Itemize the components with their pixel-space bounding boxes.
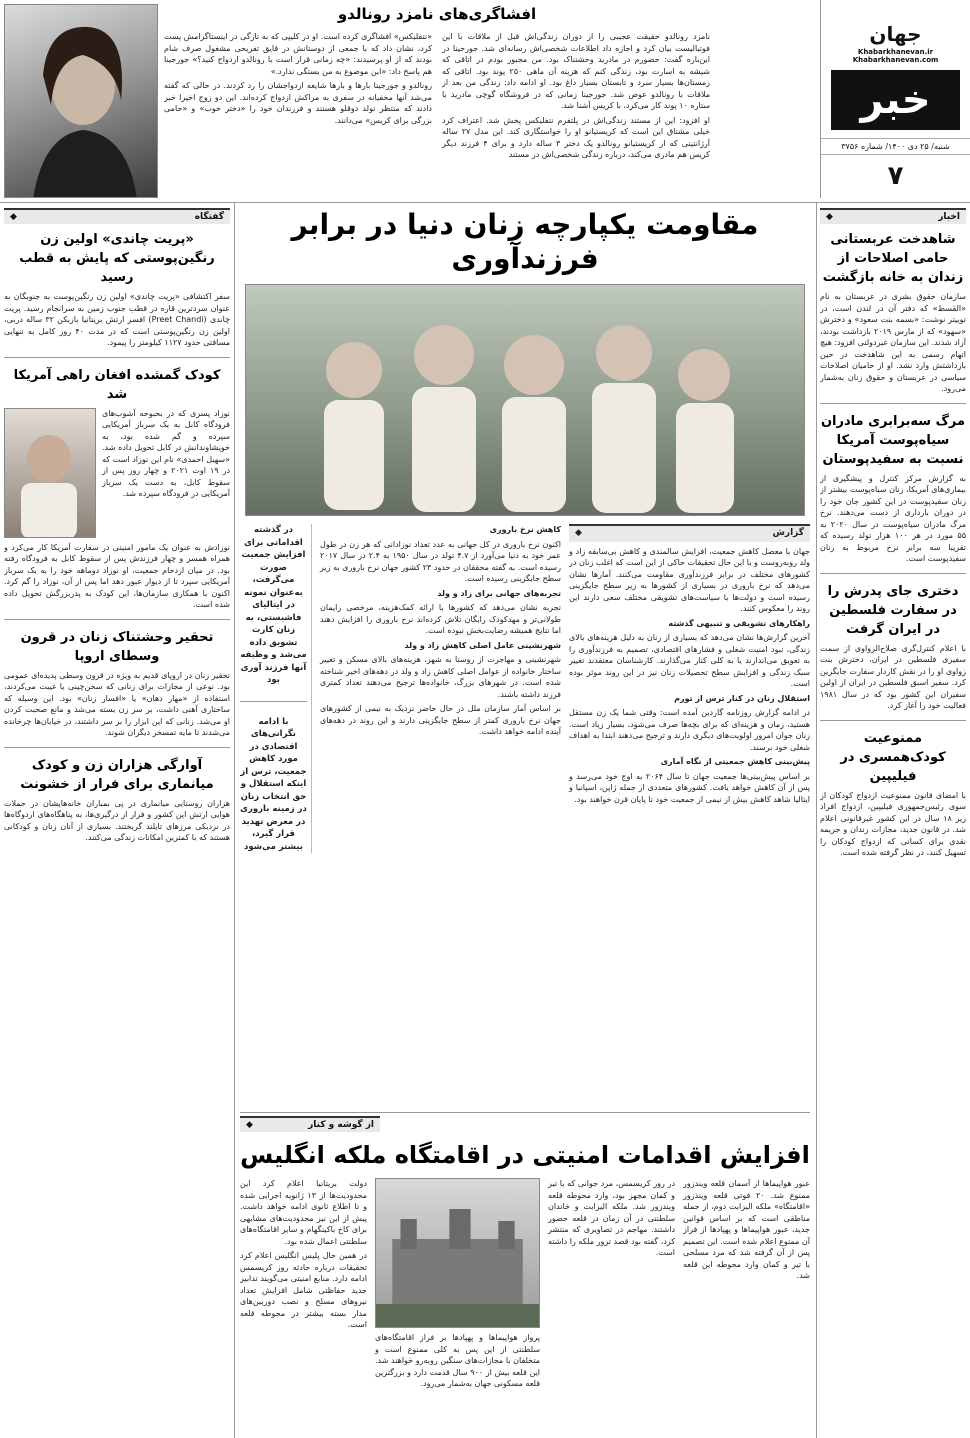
- gallery-2-body: نوزاد پسری که در بحبوحه آشوب‌های فرودگاه کابل به یک سرباز آمریکایی سپرده و گم شده بود، به خویشاوندانش در کابل تحویل داده شد. «سهیل احمدی» نام این نوزاد است که در ۱۹ اوت ۲۰۲۱ و چهار روز پس از سقوط کابل، به دست یک سرباز آمریکایی در فرودگاه سپرده شد.: [102, 408, 230, 498]
- page-number: ۷: [887, 161, 904, 191]
- ronaldo-col-2: «نتفلیکس» افشاگری کرده است. او در کلیپی که به تازگی در اینستاگرامش پست کرد، نشان داد که با جمعی از دوستانش در قایق تفریحی مشغول صرف شام بودند که از او پرسیدند: «چه زمانی قرار است با رونالدو ازدواج کنید؟» جورجینا هم پاسخ داد: «این موضوع به من بستگی ندارد.» رونالدو و جورجینا بارها و بارها شایعه ازدواجشان را رد کردند. در حالی که گفته می‌شد آنها مخفیانه در سفری به مراکش ازدواج کرده‌اند. این دو زوج اخیرا خبر دادند که منتظر تولد دوقلو هستند و فرزندان خود را «دختر خوب» و «حامی بزرگی برای کریس» می‌دانند.: [164, 32, 432, 125]
- palace-col-2: در روز کریسمس، مرد جوانی که با تیر و کمان مجهز بود، وارد محوطه قلعه ویندزور شد. ملکه الیزابت و خاندان سلطنتی در آن زمان در قلعه حضور داشتند. مهاجم در تصاویری که منتشر کرد، گفته بود قصد ترور ملکه را داشته است.: [548, 1179, 676, 1257]
- dateline: شنبه/ ۲۵ دی ۱۴۰۰/ شماره ۳۷۵۶: [821, 138, 970, 155]
- children-icon: [245, 285, 804, 516]
- news-column: [820, 208, 966, 1438]
- news-2-headline: مرگ سه‌برابری مادران سیاه‌پوست آمریکا نسبت به سفیدپوستان: [820, 413, 966, 467]
- palace-section-tag: از گوشه و کنار ◆: [240, 1116, 380, 1132]
- masthead: [820, 0, 970, 198]
- pull-quote-1: در گذشته اقداماتی برای افزایش جمعیت صورت می‌گرفت، به‌عنوان نمونه در ایتالیای فاشیستی، به زنان کارت تشویق داده می‌شد و وظیفه آنها فرزند آوری بود: [240, 525, 307, 685]
- gallery-2-headline: کودک گمشده افغان راهی آمریکا شد: [13, 367, 221, 402]
- gallery-4-body: هزاران روستایی میانماری در پی بمباران خانه‌هایشان در حملات هوایی ارتش این کشور و فرار از درگیری‌ها، به پناهگاه‌های اردوگاه‌ها در نزدیکی مرزهای تایلند گریختند. بسیاری از آنان زنان و کودکانی هستند که با کمترین امکانات زندگی می‌کنند.: [4, 798, 230, 842]
- gallery-2-body-b: نوزادش به عنوان یک مامور امنیتی در سفارت آمریکا کار می‌کرد و همراه همسر و چهار فرزندش پس از سقوط کابل به فرودگاه رفته بود. در میان ازدحام جمعیت، او نوزاد دوماهه خود را به یک سرباز آمریکایی سپرد تا از دیوار عبور دهد اما پس از آن، نوزاد را گم کرد. اکنون با همکاری سازمان‌ها، این کودک به پدربزرگش تحویل داده شده است.: [4, 542, 230, 609]
- report-tag: گزارش ◆: [569, 524, 810, 542]
- ronaldo-story: [164, 4, 710, 198]
- site-urls[interactable]: Khabarkhanevan.ir Khabarkhanevan.com: [852, 48, 939, 64]
- pull-quotes: [240, 524, 312, 853]
- castle-icon: [376, 1179, 539, 1328]
- palace-col-1: عبور هواپیماها از آسمان قلعه ویندزور ممنوع شد. ۲۰ فوتی قلعه ویندزور «اقامتگاه» ملکه الیزابت دوم، از جمله مناطقی است که بر اساس قوانین جدید، عبور هواپیماها و پهپادها از فراز آن ممنوع اعلام شده است. این تصمیم پس از آن گرفته شد که مرد مسلحی با تیر و کمان وارد محوطه این قلعه شد.: [683, 1179, 810, 1280]
- georgina-photo: [4, 4, 158, 198]
- gallery-section-tag: گفتگاه ◆: [4, 208, 230, 224]
- palace-col-4: دولت بریتانیا اعلام کرد این محدودیت‌ها از ۱۳ ژانویه اجرایی شده و تا اطلاع ثانوی ادامه خواهد داشت. پیش از این نیز محدودیت‌های مشابهی برای کاخ باکینگهام و سایر اقامتگاه‌های سلطنتی اعمال شده بود. در همین حال پلیس انگلیس اعلام کرد تحقیقات درباره حادثه روز کریسمس ادامه دارد. منابع امنیتی می‌گویند تدابیر جدید حفاظتی شامل افزایش تعداد نیروهای مسلح و نصب دوربین‌های مدار بسته بیشتر در محوطه قلعه است.: [240, 1179, 367, 1329]
- news-4-headline: ممنوعیت کودک‌همسری در فیلیپین: [840, 730, 946, 784]
- baby-photo: [4, 408, 96, 538]
- news-2-body: به گزارش مرکز کنترل و پیشگیری از بیماری‌های آمریکا، زنان سیاه‌پوست بیشتر از زنان سفیدپوست در این کشور جان خود را در دوران بارداری از دست می‌دهند. نرخ مرگ مادران سیاه‌پوست در سال ۲۰۲۰ به ۵۵ مورد در هر ۱۰۰ هزار تولد رسیده که تقریبا سه برابر نرخ مربوط به زنان سفیدپوست است.: [820, 473, 966, 563]
- castle-photo: [375, 1178, 540, 1328]
- baby-icon: [4, 409, 95, 538]
- palace-photo-col: [375, 1178, 540, 1390]
- section-title: جهان: [869, 22, 922, 46]
- portrait-icon: [4, 5, 157, 198]
- palace-story: [240, 1116, 810, 1438]
- gallery-1-headline: «پریت چاندی» اولین زن رنگین‌پوستی که پایش به قطب رسید: [19, 232, 215, 285]
- gallery-1-body: سفر اکتشافی «پریت چاندی» اولین زن رنگین‌پوست به جنوبگان به عنوان سردترین قاره در قطب جنوب زمین به سرانجام رسید. پریت چاندی (Preet Chandi) افسر ارتش بریتانیا بازیکن ۳۲ ساله دربی، اولین زن رنگین‌پوستی است که در مدت ۴۰ روز کامل به تنهایی مسافتی حدود ۱۱۲۷ کیلومتر را پیمود.: [4, 292, 230, 347]
- news-1-headline: شاهدخت عربستانی حامی اصلاحات از زندان به خانه بازگشت: [822, 232, 964, 285]
- lead-col-2: کاهش نرخ باروری اکنون نرخ باروری در کل جهانی به عدد تعداد نوزادانی که هر زن در طول عمر خود به دنیا می‌آورد از ۴.۷ تولد در سال ۱۹۵۰ به ۲.۴ در سال ۲۰۱۷ رسیده است. به گفته محققان در حدود ۲۳ کشور جهان نرخ باروری به زیر سطح جایگزینی رسیده است. تجربه‌های جهانی برای زاد و ولد تجربه نشان می‌دهد که کشورها با ارائه کمک‌هزینه، مرخصی زایمان طولانی‌تر و مهدکودک رایگان تلاش کرده‌اند نرخ باروری را افزایش دهند اما نتایج همیشه رضایت‌بخش نبوده است. شهرنشینی عامل اصلی کاهش زاد و ولد شهرنشینی و مهاجرت از روستا به شهر، هزینه‌های بالای مسکن و تغییر ساختار خانواده از عوامل اصلی کاهش زاد و ولد در دهه‌های اخیر شناخته شده است. در شهرهای بزرگ، خانواده‌ها ترجیح می‌دهند تعداد کمتری فرزند داشته باشند. بر اساس آمار سازمان ملل در حال حاضر نزدیک به نیمی از کشورهای جهان نرخ باروری کمتر از سطح جایگزینی دارند و این روند در دهه‌های آینده ادامه خواهد داشت.: [320, 525, 562, 736]
- pull-quote-2: با ادامه نگرانی‌های اقتصادی در مورد کاهش جمعیت، ترس از اینکه استقلال و حق انتخاب زنان در زمینه باروری در معرض تهدید قرار گیرد، بیشتر می‌شود: [240, 716, 307, 852]
- children-photo: [245, 284, 805, 516]
- news-3-headline: دختری جای پدرش را در سفارت فلسطین در ایران گرفت: [827, 583, 959, 637]
- ronaldo-col-1: نامزد رونالدو حقیقت عجیبی را از دوران زندگی‌اش قبل از ملاقات با این فوتبالیست بیان کرد و اجازه داد اطلاعات شخصی‌اش رسانه‌ای شد. جورجینا در این‌باره گفت: حضورم در مادرید وحشتناک بود. من مجبور بودم در اتاقی که شیشه به اسارت بود، زندگی کنم که هزینه آن ماهی ۲۵۰ پوند بود. اتاقی که زمستان‌ها بسیار سرد و تابستان بسیار داغ بود. او ادامه داد: زندگی من بعد از ملاقات با رونالدو عوض شد. جورجینا زمانی که در فروشگاه گوچی مادرید با ستاره ۱۰ پوند کار می‌کرد، با کریس آشنا شد. او افزود: این از مستند زندگی‌اش در پلتفرم نتفلیکس پخش شد. اعتراف کرد خیلی مشتاق این است که کریستیانو او را خواستگاری کند. این مدل ۲۷ ساله آرژانتینی که از کریستیانو رونالدو یک دختر ۳ ساله دارد و برای ۴ فرزند دیگر کریس هم مادری می‌کند، درباره زندگی شخصی‌اش در مستند: [442, 32, 710, 159]
- gallery-3-body: تحقیر زنان در اروپای قدیم به ویژه در قرون وسطی پدیده‌ای عمومی بود. نوعی از مجازات برای زنانی که سخن‌چینی یا غیبت می‌کردند، استفاده از «مهار دهان» یا «افسار زنان» بود. این وسیله که ساختاری آهنی داشت، بر سر زن بسته می‌شد و مانع صحبت کردن او می‌شد. زنانی که این ابزار را بر سر داشتند، در خیابان‌ها چرخانده می‌شدند تا مایه تمسخر دیگران شوند.: [4, 670, 230, 737]
- news-4-body: با امضای قانون ممنوعیت ازدواج کودکان از سوی رئیس‌جمهوری فیلیپین، ازدواج افراد زیر ۱۸ سال در این کشور غیرقانونی اعلام شد. در قانون جدید، مجازات زندان و جریمه نقدی برای کسانی که ازدواج کودکان را تسهیل کنند، در نظر گرفته شده است.: [820, 790, 966, 857]
- news-section-tag: اخبار ◆: [820, 208, 966, 224]
- news-3-body: با اعلام کنترل‌گری صلاح‌الزواوی از سمت سفیری فلسطین در ایران، دخترش بنت زواوی او را در نقش کاردار سفارت جایگزین کرد. سفیر اسبق فلسطین در ایران از اولین سفیران این کشور بود که در سال ۱۹۸۱ فعالیت خود را آغاز کرد.: [820, 643, 966, 710]
- lead-col-1: گزارش ◆ جهان با معضل کاهش جمعیت، افزایش سالمندی و کاهش بی‌سابقه زاد و ولد روبه‌روست و با این حال تحقیقات حاکی از این است که اغلب زنان در کشورهای مختلف در برابر فرزندآوری مقاومت می‌کنند. آمارها نشان می‌دهد که نرخ باروری در بسیاری از کشورها به زیر سطح جایگزینی رسیده است و دولت‌ها با سیاست‌های تشویقی مختلف سعی دارند این روند را معکوس کنند. راهکارهای تشویقی و تنبیهی گذشته آخرین گزارش‌ها نشان می‌دهد که بسیاری از زنان به دلیل هزینه‌های بالای زندگی، نبود امنیت شغلی و فشارهای اقتصادی، تصمیم به فرزندآوری را به تعویق می‌اندازند یا به کلی کنار می‌گذارند. کارشناسان معتقدند تغییر سبک زندگی و افزایش سطح تحصیلات زنان نیز در این روند موثر بوده است. استقلال زنان در کنار ترس از تورم در ادامه گزارش روزنامه گاردین آمده است: وقتی شما یک زن مستقل هستید، زمان و هزینه‌ای که برای بچه‌ها صرف می‌شود، بسیار زیاد است. زنان جوان امروز اولویت‌های دیگری دارند و ترجیح می‌دهند ابتدا به اهداف شغلی خود برسند. پیش‌بینی کاهش جمعیتی از نگاه آماری بر اساس پیش‌بینی‌ها جمعیت جهان تا سال ۲۰۶۴ به اوج خود می‌رسد و پس از آن کاهش خواهد یافت. کشورهای متعددی از جمله ژاپن، اسپانیا و ایتالیا شاهد کاهش بیش از نیمی از جمعیت خود تا پایان قرن خواهند بود.: [569, 524, 810, 853]
- lead-story: [240, 208, 810, 1108]
- gallery-3-headline: تحقیر وحشتناک زنان در قرون وسطای اروپا: [20, 629, 214, 664]
- palace-headline: افزایش اقدامات امنیتی در اقامتگاه ملکه انگلیس: [240, 1141, 810, 1169]
- palace-body-3: پرواز هواپیماها و پهپادها بر فراز اقامتگاه‌های سلطنتی از این پس به کلی ممنوع است و متخلفان با مجازات‌های سنگین روبه‌رو خواهند شد. این قلعه بیش از ۹۰۰ سال قدمت دارد و بزرگترین قلعه مسکونی جهان به‌شمار می‌رود.: [374, 1333, 541, 1388]
- lead-headline: مقاومت یکپارچه زنان دنیا در برابر فرزندآوری: [291, 208, 759, 275]
- newspaper-logo: خبر: [831, 70, 960, 130]
- gallery-4-headline: آوارگی هزاران زن و کودک میانماری برای فرار از خشونت: [20, 757, 214, 792]
- news-1-body: سازمان حقوق بشری در عربستان به نام «القسط» که دفتر آن در لندن است، در توییتر نوشت: «بسمه بنت سعود» و دخترش «سهود» که از مارس ۲۰۱۹ بازداشت بودند، آزاد شدند. این سازمان غیردولتی افزود: هیچ اتهام رسمی به این شاهدخت در حین بازداشتش وارد نشد. او از حامیان اصلاحات سیاسی در عربستان و حقوق زنان به‌شمار می‌رود.: [820, 292, 966, 393]
- ronaldo-headline: افشاگری‌های نامزد رونالدو: [337, 5, 537, 23]
- gallery-column: [4, 208, 230, 1438]
